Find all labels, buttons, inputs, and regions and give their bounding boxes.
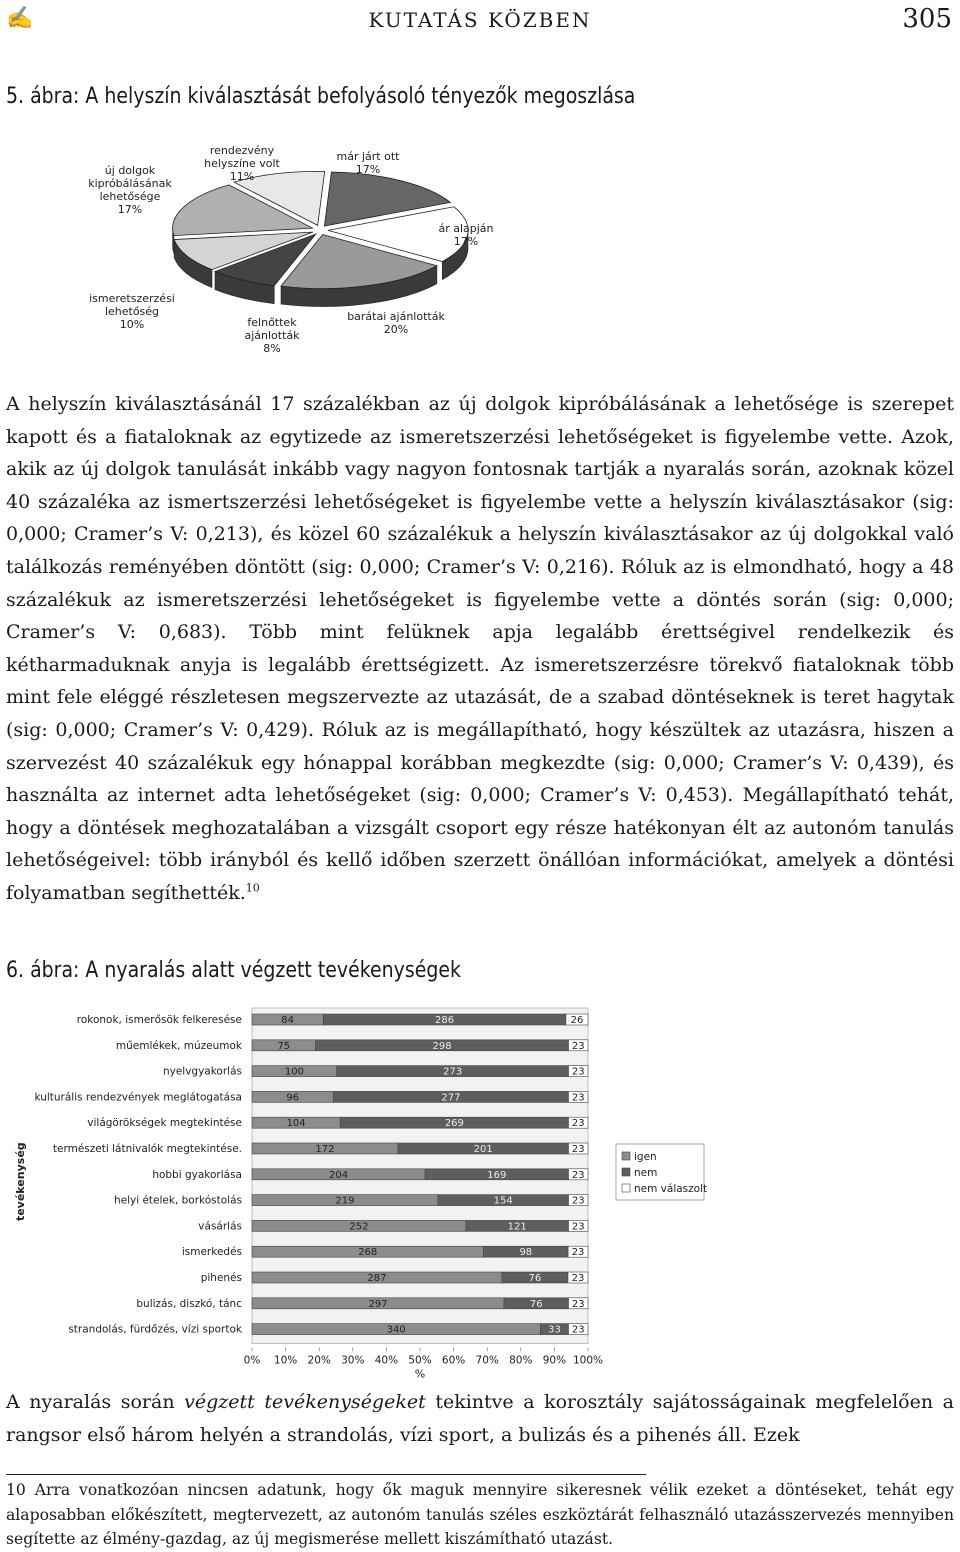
data-label: 23 <box>571 1324 585 1336</box>
footnote-ref-10: 10 <box>245 881 260 895</box>
category-label: helyi ételek, borkóstolás <box>113 1194 242 1207</box>
data-label: 100 <box>284 1066 304 1078</box>
category-label: ismerkedés <box>181 1246 242 1259</box>
pie-slices <box>173 171 468 306</box>
pie-slice-label: új dolgok kipróbálásának lehetősége 17% <box>88 164 172 216</box>
page-header <box>0 0 960 40</box>
data-label: 252 <box>349 1221 369 1233</box>
data-label: 172 <box>315 1144 335 1155</box>
data-label: 23 <box>571 1195 585 1207</box>
body-paragraph-2 <box>6 1386 954 1452</box>
data-label: 298 <box>432 1040 452 1052</box>
data-label: 23 <box>571 1144 585 1155</box>
category-label: pihenés <box>200 1272 242 1284</box>
data-label: 96 <box>286 1092 300 1104</box>
category-label: nyelvgyakorlás <box>162 1065 242 1078</box>
footnote-number: 10 <box>6 1481 26 1499</box>
data-label: 268 <box>358 1247 378 1259</box>
category-label: vásárlás <box>198 1220 242 1233</box>
data-label: 76 <box>529 1298 543 1310</box>
x-tick-label: 30% <box>341 1354 365 1367</box>
legend-label: nem <box>634 1167 658 1179</box>
category-label: hobbi gyakorlása <box>152 1168 242 1181</box>
pie-slice-label: ár alapján 17% <box>438 222 494 248</box>
footnote-10 <box>6 1478 954 1552</box>
quill-icon: ✍ <box>6 6 34 31</box>
data-label: 33 <box>548 1324 561 1336</box>
data-label: 23 <box>571 1273 585 1284</box>
figure5-title: 5. ábra: A helyszín kiválasztását befolyásoló tényezők megoszlása <box>6 84 636 109</box>
data-label: 23 <box>571 1066 585 1078</box>
pie-slice-label: már járt ott 17% <box>336 150 400 176</box>
figure6-title: 6. ábra: A nyaralás alatt végzett tevékenységek <box>6 958 461 983</box>
x-tick-label: 50% <box>408 1354 432 1367</box>
data-label: 76 <box>528 1273 542 1284</box>
data-label: 269 <box>444 1118 464 1130</box>
pie-slice-label: rendezvény helyszíne volt 11% <box>204 144 280 183</box>
data-label: 340 <box>386 1324 406 1336</box>
data-label: 287 <box>367 1273 387 1284</box>
legend-swatch <box>622 1152 630 1160</box>
legend-label: igen <box>634 1151 657 1163</box>
data-label: 104 <box>286 1118 306 1130</box>
running-title: KUTATÁS KÖZBEN <box>368 8 592 32</box>
bar-legend <box>616 1144 707 1200</box>
x-tick-label: 0% <box>243 1354 261 1367</box>
data-label: 84 <box>281 1015 295 1026</box>
body-paragraph-1 <box>6 388 954 910</box>
x-tick-label: 80% <box>509 1354 533 1367</box>
legend-label: nem válaszolt <box>634 1183 708 1195</box>
data-label: 23 <box>571 1169 585 1181</box>
data-label: 26 <box>570 1015 584 1026</box>
data-label: 98 <box>519 1247 533 1259</box>
data-label: 75 <box>277 1040 291 1052</box>
data-label: 169 <box>487 1169 507 1181</box>
x-tick-label: 100% <box>572 1354 604 1367</box>
data-label: 23 <box>571 1118 585 1130</box>
paragraph-2-emphasis: végzett tevékenységeket <box>184 1391 426 1413</box>
data-label: 23 <box>571 1040 585 1052</box>
category-label: természeti látnivalók megtekintése. <box>52 1143 242 1155</box>
data-label: 23 <box>571 1092 585 1104</box>
data-label: 277 <box>441 1092 461 1104</box>
category-label: műemlékek, múzeumok <box>115 1039 242 1052</box>
data-label: 286 <box>435 1015 455 1026</box>
legend-swatch <box>622 1168 630 1176</box>
x-tick-label: 10% <box>273 1354 298 1367</box>
category-label: világörökségek megtekintése <box>87 1117 242 1130</box>
x-axis-label: % <box>414 1367 426 1381</box>
data-label: 23 <box>571 1221 585 1233</box>
data-label: 219 <box>335 1195 355 1207</box>
category-label: kulturális rendezvények meglátogatása <box>34 1091 242 1104</box>
x-tick-label: 60% <box>441 1354 466 1367</box>
footnote-text: Arra vonatkozóan nincsen adatunk, hogy ők maguk mennyire sikeresnek vélik ezeket a döntéseket, tehát egy alaposabban előkészített, megtervezett, az autonóm tanulás széles eszköztárát felhasználó utazásszervezés mennyiben segítette az élmény-gazdag, az új megismerése mellett kiszámítható utazást. <box>6 1481 954 1548</box>
paragraph-2-after: tekintve a korosztály sajátosságainak megfelelően a rangsor első három helyén a strandolás, vízi sport, a bulizás és a pihenés áll. Ezek <box>6 1391 954 1446</box>
category-label: bulizás, diszkó, tánc <box>136 1297 242 1310</box>
x-tick-label: 40% <box>374 1354 399 1367</box>
figure5-pie-chart <box>0 130 600 370</box>
category-label: rokonok, ismerősök felkeresése <box>76 1014 242 1026</box>
data-label: 121 <box>507 1221 527 1233</box>
x-tick-label: 20% <box>307 1354 331 1367</box>
data-label: 297 <box>368 1298 388 1310</box>
pie-slice-label: barátai ajánlották 20% <box>347 310 445 336</box>
footnote-rule <box>6 1474 646 1475</box>
x-tick-label: 70% <box>475 1354 499 1367</box>
bar-area <box>14 1008 603 1380</box>
data-label: 23 <box>571 1247 585 1259</box>
legend-swatch <box>622 1184 630 1192</box>
page-number: 305 <box>902 4 952 34</box>
x-tick-label: 90% <box>542 1354 567 1367</box>
paragraph-2-before: A nyaralás során <box>6 1391 185 1413</box>
y-axis-label: tevékenység <box>14 1142 27 1222</box>
data-label: 204 <box>328 1169 349 1181</box>
category-label: strandolás, fürdőzés, vízi sportok <box>68 1323 242 1336</box>
data-label: 154 <box>493 1195 513 1207</box>
figure6-bar-chart <box>0 998 960 1382</box>
paragraph-1-text: A helyszín kiválasztásánál 17 százalékban az új dolgok kipróbálásának a lehetősége is szerepet kapott és a fiataloknak az egytizede az ismeretszerzési lehetőségeket is figyelembe vette. Azok, akik az új dolgok tanulását inkább vagy nagyon fontosnak tartják a nyaralás során, azoknak közel 40 százaléka az ismertszerzési lehetőségeket is figyelembe vette a helyszín kiválasztásakor (sig: 0,000; Cramer’s V: 0,213), és közel 60 százalékuk a helyszín kiválasztásakor az új dolgokkal való találkozás reményében döntött (sig: 0,000; Cramer’s V: 0,216). Róluk az is elmondható, hogy a 48 százalékuk az ismeretszerzési lehetőségeket is figyelembe vette a döntés során (sig: 0,000; Cramer’s V: 0,683). Több mint felüknek apja legalább érettségivel rendelkezik és kétharmaduknak anyja is legalább érettségizett. Az ismeretszerzésre törekvő fiataloknak több mint fele eléggé részletesen megszervezte az utazását, de a szabad döntéseknek is teret hagytak (sig: 0,000; Cramer’s V: 0,429). Róluk az is megállapítható, hogy készültek az utazásra, hiszen a szervezést 40 százalékuk egy hónappal korábban megkezdte (sig: 0,000; Cramer’s V: 0,439), és használta az internet adta lehetőségeket (sig: 0,000; Cramer’s V: 0,453). Megállapítható tehát, hogy a döntések meghozatalában a vizsgált csoport egy része hatékonyan élt az autonóm tanulás lehetőségeivel: több irányból és kellő időben szerzett önállóan információkat, amelyek a döntési folyamatban segíthették. <box>6 393 954 904</box>
data-label: 23 <box>571 1298 585 1310</box>
pie-slice-label: ismeretszerzési lehetőség 10% <box>89 292 175 331</box>
data-label: 273 <box>443 1066 463 1078</box>
data-label: 201 <box>473 1144 493 1155</box>
pie-slice-label: felnőttek ajánlották 8% <box>244 316 300 355</box>
